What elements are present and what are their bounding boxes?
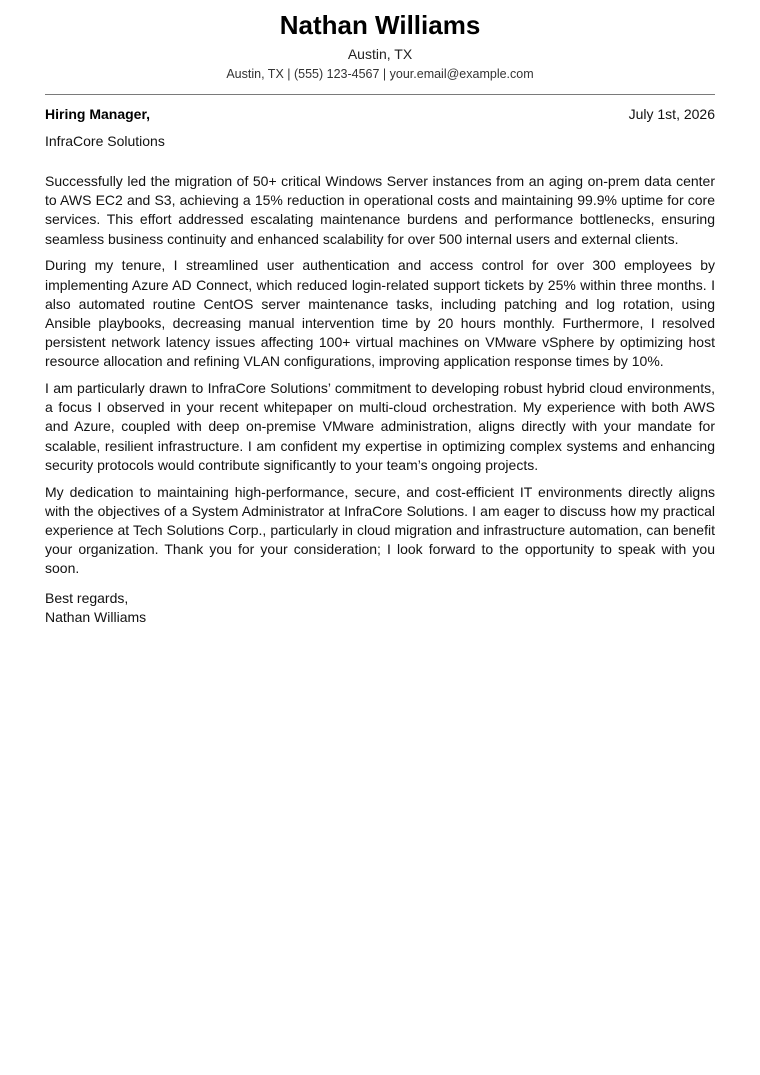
- letter-date: July 1st, 2026: [628, 106, 715, 122]
- header-divider: [45, 94, 715, 95]
- recipient-salutation: Hiring Manager,: [45, 106, 151, 122]
- recipient-date-row: [45, 105, 715, 123]
- sender-contact-line: Austin, TX | (555) 123-4567 | your.email@example.com: [226, 67, 534, 81]
- body-paragraph: I am particularly drawn to InfraCore Solutions’ commitment to developing robust hybrid cloud environments, a focus I observed in your recent whitepaper on multi-cloud orchestration. My experience with both AWS and Azure, coupled with deep on-premise VMware administration, aligns directly with your mandate for scalable, resilient infrastructure. I am confident my expertise in optimizing complex systems and enhancing security protocols would contribute significantly to your team’s ongoing projects.: [45, 380, 715, 473]
- recipient-company: InfraCore Solutions: [45, 133, 165, 149]
- signature-name: Nathan Williams: [45, 608, 147, 625]
- closing-phrase: Best regards,: [45, 589, 129, 606]
- body-paragraph: My dedication to maintaining high-performance, secure, and cost-efficient IT environments directly aligns with the objectives of a System Administrator at InfraCore Solutions. I am eager to discuss how my practical experience at Tech Solutions Corp., particularly in cloud migration and infrastructure automation, can benefit your organization. Thank you for your consideration; I look forward to the opportunity to speak with you soon.: [45, 483, 715, 577]
- letter-body: [45, 172, 715, 579]
- body-paragraph: Successfully led the migration of 50+ critical Windows Server instances from an aging on-prem data center to AWS EC2 and S3, achieving a 15% reduction in operational costs and maintaining 99.9% uptime for core services. This effort addressed escalating maintenance burdens and performance bottlenecks, ensuring seamless business continuity and enhanced scalability for over 500 internal users and external clients.: [45, 173, 715, 247]
- body-paragraph: During my tenure, I streamlined user authentication and access control for over 300 employees by implementing Azure AD Connect, which reduced login-related support tickets by 25% within three months. I also automated routine CentOS server maintenance tasks, including patching and log rotation, using Ansible playbooks, decreasing manual intervention time by 20 hours monthly. Furthermore, I resolved persistent network latency issues affecting 100+ virtual machines on VMware vSphere by optimizing host resource allocation and refining VLAN configurations, improving application response times by 10%.: [45, 257, 715, 370]
- letter-closing-block: [45, 589, 715, 627]
- letter-header: [45, 8, 715, 83]
- sender-location: Austin, TX: [347, 46, 413, 62]
- sender-name: Nathan Williams: [279, 10, 481, 40]
